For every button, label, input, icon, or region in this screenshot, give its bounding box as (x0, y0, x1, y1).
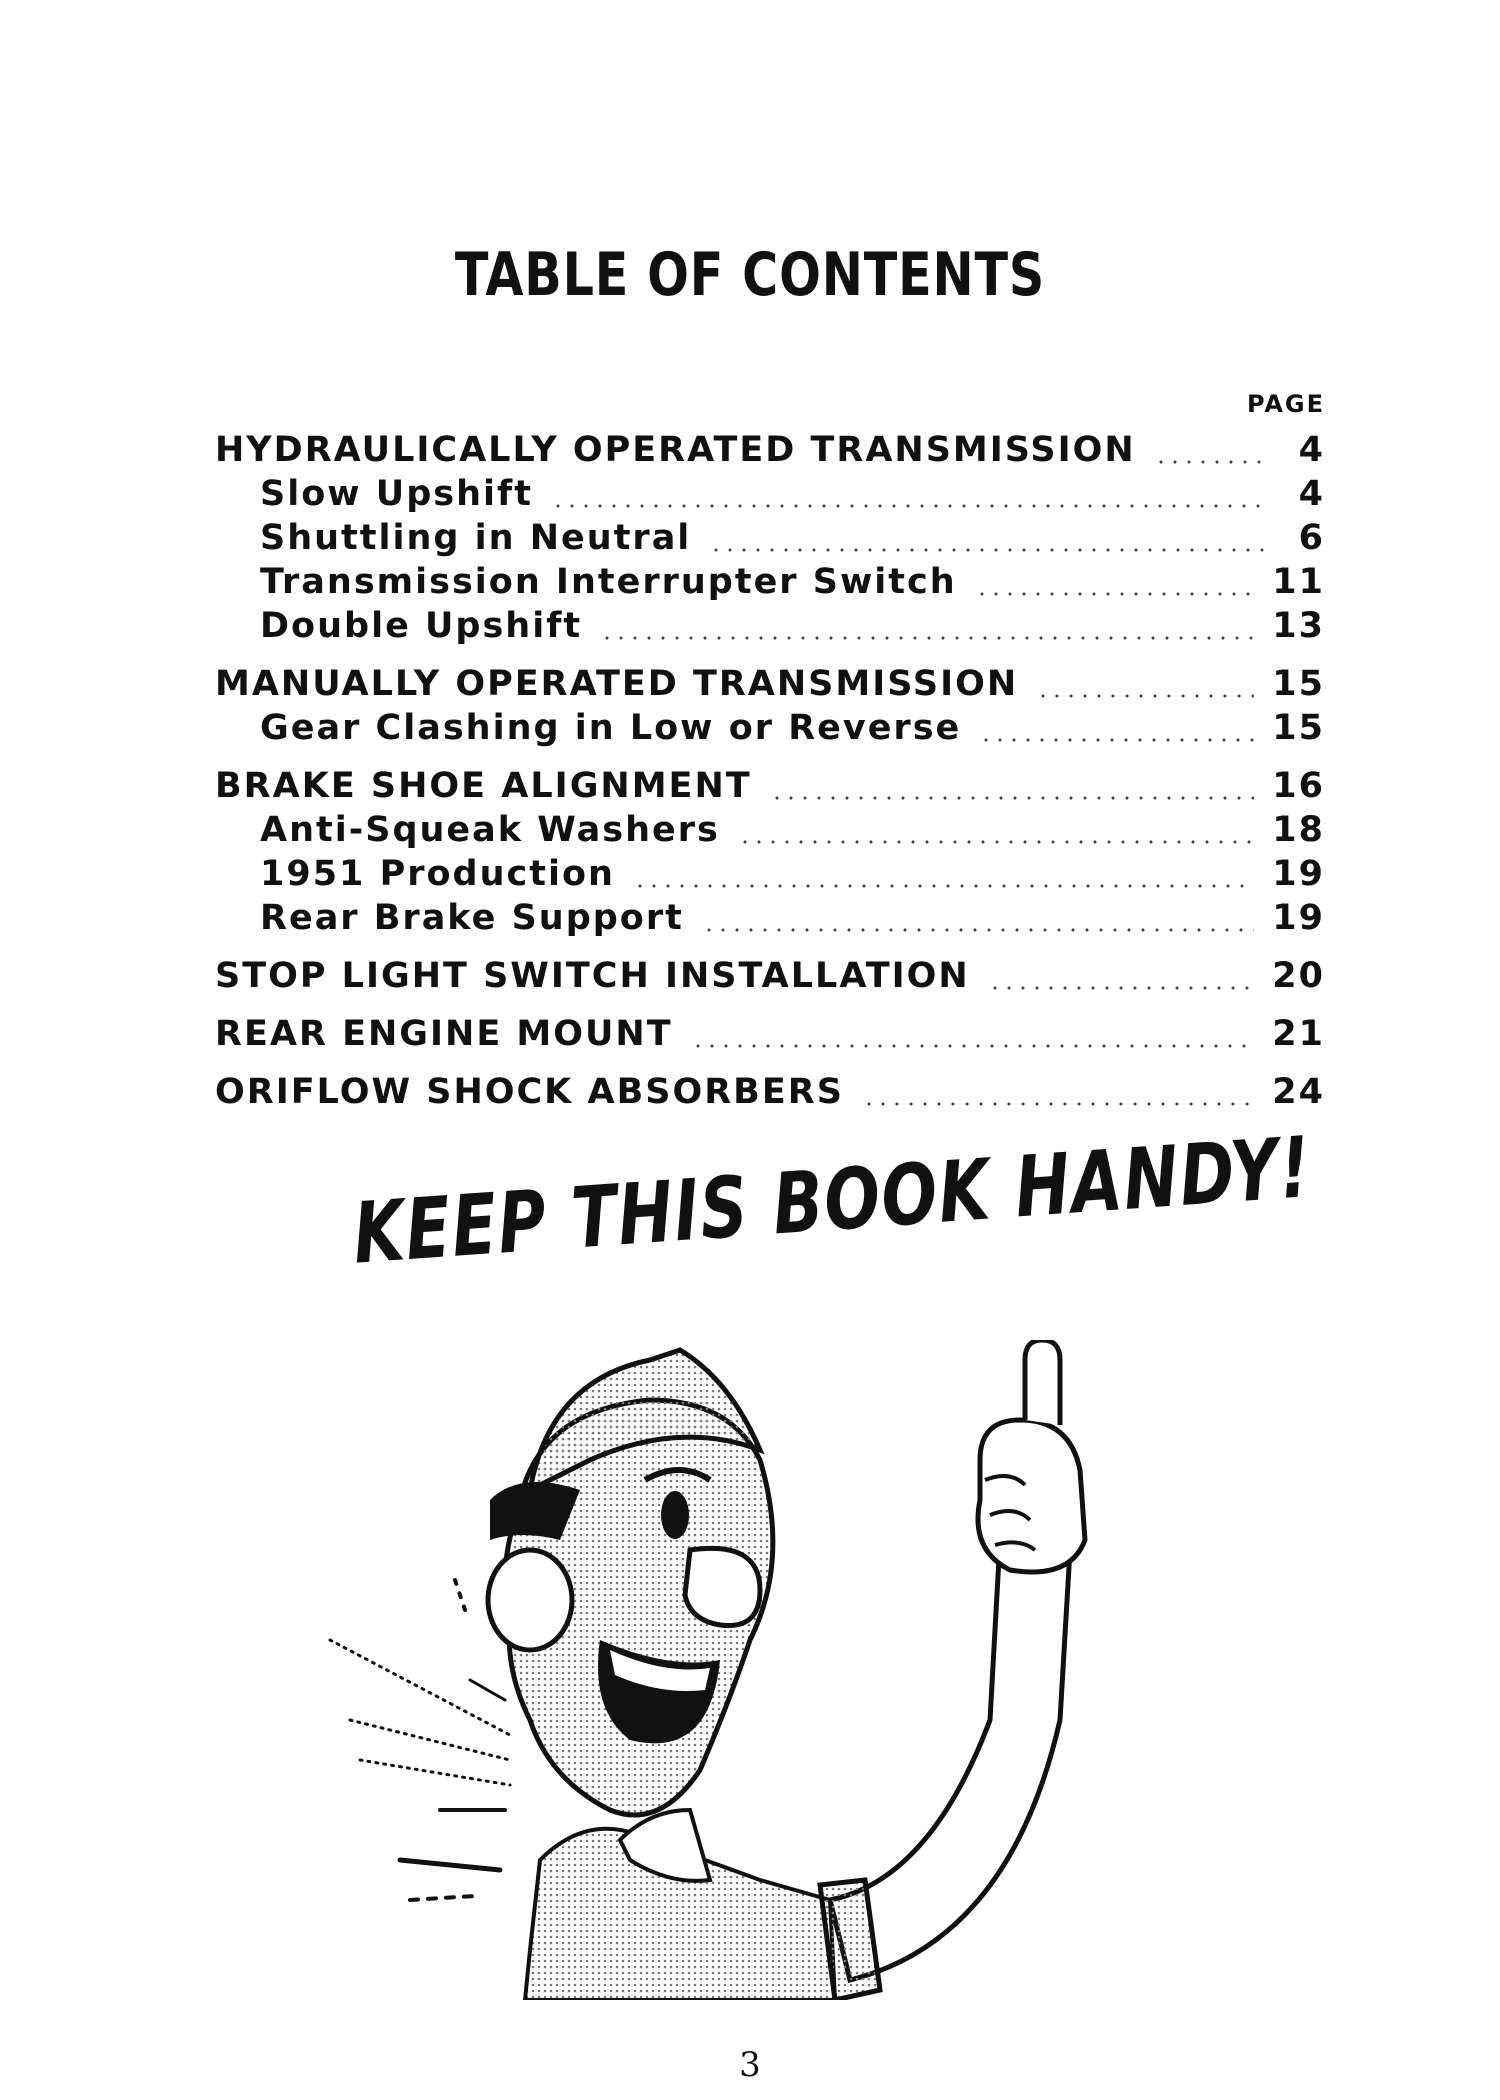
toc-entry-label: BRAKE SHOE ALIGNMENT (215, 766, 752, 806)
toc-entry-label: Double Upshift (260, 606, 583, 646)
dot-leader (709, 548, 1267, 552)
page-title: TABLE OF CONTENTS (454, 240, 1046, 310)
toc-entry-page: 4 (1298, 474, 1325, 514)
toc-entry-page: 24 (1272, 1072, 1325, 1112)
toc-entry[interactable] (215, 518, 1325, 562)
toc-entry-label: Gear Clashing in Low or Reverse (260, 708, 962, 748)
dot-leader (1036, 694, 1254, 698)
toc-entry-page: 19 (1272, 854, 1325, 894)
toc-entry-label: 1951 Production (260, 854, 615, 894)
table-of-contents (215, 390, 1325, 1116)
toc-entry-label: Shuttling in Neutral (260, 518, 692, 558)
toc-entry[interactable] (215, 664, 1325, 708)
toc-entry-label: STOP LIGHT SWITCH INSTALLATION (215, 956, 970, 996)
slogan-banner (350, 1118, 1315, 1355)
toc-entry[interactable] (215, 708, 1325, 752)
toc-entry-page: 19 (1272, 898, 1325, 938)
toc-entry-page: 4 (1298, 430, 1325, 470)
toc-entry[interactable] (215, 766, 1325, 810)
toc-entry-label: Slow Upshift (260, 474, 533, 514)
dot-leader (633, 884, 1254, 888)
toc-entry-page: 16 (1272, 766, 1325, 806)
toc-entry[interactable] (215, 562, 1325, 606)
toc-entry[interactable] (215, 956, 1325, 1000)
toc-entry[interactable] (215, 854, 1325, 898)
toc-entry-label: HYDRAULICALLY OPERATED TRANSMISSION (215, 430, 1136, 470)
toc-entry-page: 13 (1272, 606, 1325, 646)
toc-entry-label: REAR ENGINE MOUNT (215, 1014, 673, 1054)
dot-leader (770, 796, 1255, 800)
toc-entry[interactable] (215, 898, 1325, 942)
raised-finger (1025, 1340, 1060, 1425)
toc-entry[interactable] (215, 606, 1325, 650)
dot-leader (551, 504, 1267, 508)
shout-lines (330, 1580, 510, 1900)
toc-entry-label: Anti-Squeak Washers (260, 810, 720, 850)
dot-leader (979, 738, 1254, 742)
dot-leader (702, 928, 1254, 932)
nose (685, 1548, 760, 1625)
dot-leader (988, 986, 1255, 990)
page-number: 3 (739, 2045, 761, 2085)
toc-entry-page: 15 (1272, 664, 1325, 704)
dot-leader (691, 1044, 1255, 1048)
slogan-text: KEEP THIS BOOK HANDY! (350, 1118, 1315, 1283)
toc-entry-page: 21 (1272, 1014, 1325, 1054)
toc-entry-page: 18 (1272, 810, 1325, 850)
dot-leader (862, 1102, 1254, 1106)
dot-leader (975, 592, 1255, 596)
toc-entry[interactable] (215, 1014, 1325, 1058)
toc-entry-label: ORIFLOW SHOCK ABSORBERS (215, 1072, 844, 1112)
toc-entry-page: 11 (1272, 562, 1325, 602)
toc-entry-page: 20 (1272, 956, 1325, 996)
toc-entry-label: Rear Brake Support (260, 898, 684, 938)
dot-leader (1154, 460, 1267, 464)
toc-entry[interactable] (215, 474, 1325, 518)
toc-entry-label: MANUALLY OPERATED TRANSMISSION (215, 664, 1019, 704)
dot-leader (738, 840, 1254, 844)
page-column-header: PAGE (1246, 390, 1325, 418)
toc-entry[interactable] (215, 430, 1325, 474)
toc-entry-label: Transmission Interrupter Switch (260, 562, 957, 602)
toc-entry[interactable] (215, 810, 1325, 854)
dot-leader (600, 636, 1254, 640)
cartoon-mechanic-illustration (290, 1340, 1150, 2000)
toc-entry-page: 15 (1272, 708, 1325, 748)
toc-entry-page: 6 (1298, 518, 1325, 558)
toc-entry[interactable] (215, 1072, 1325, 1116)
